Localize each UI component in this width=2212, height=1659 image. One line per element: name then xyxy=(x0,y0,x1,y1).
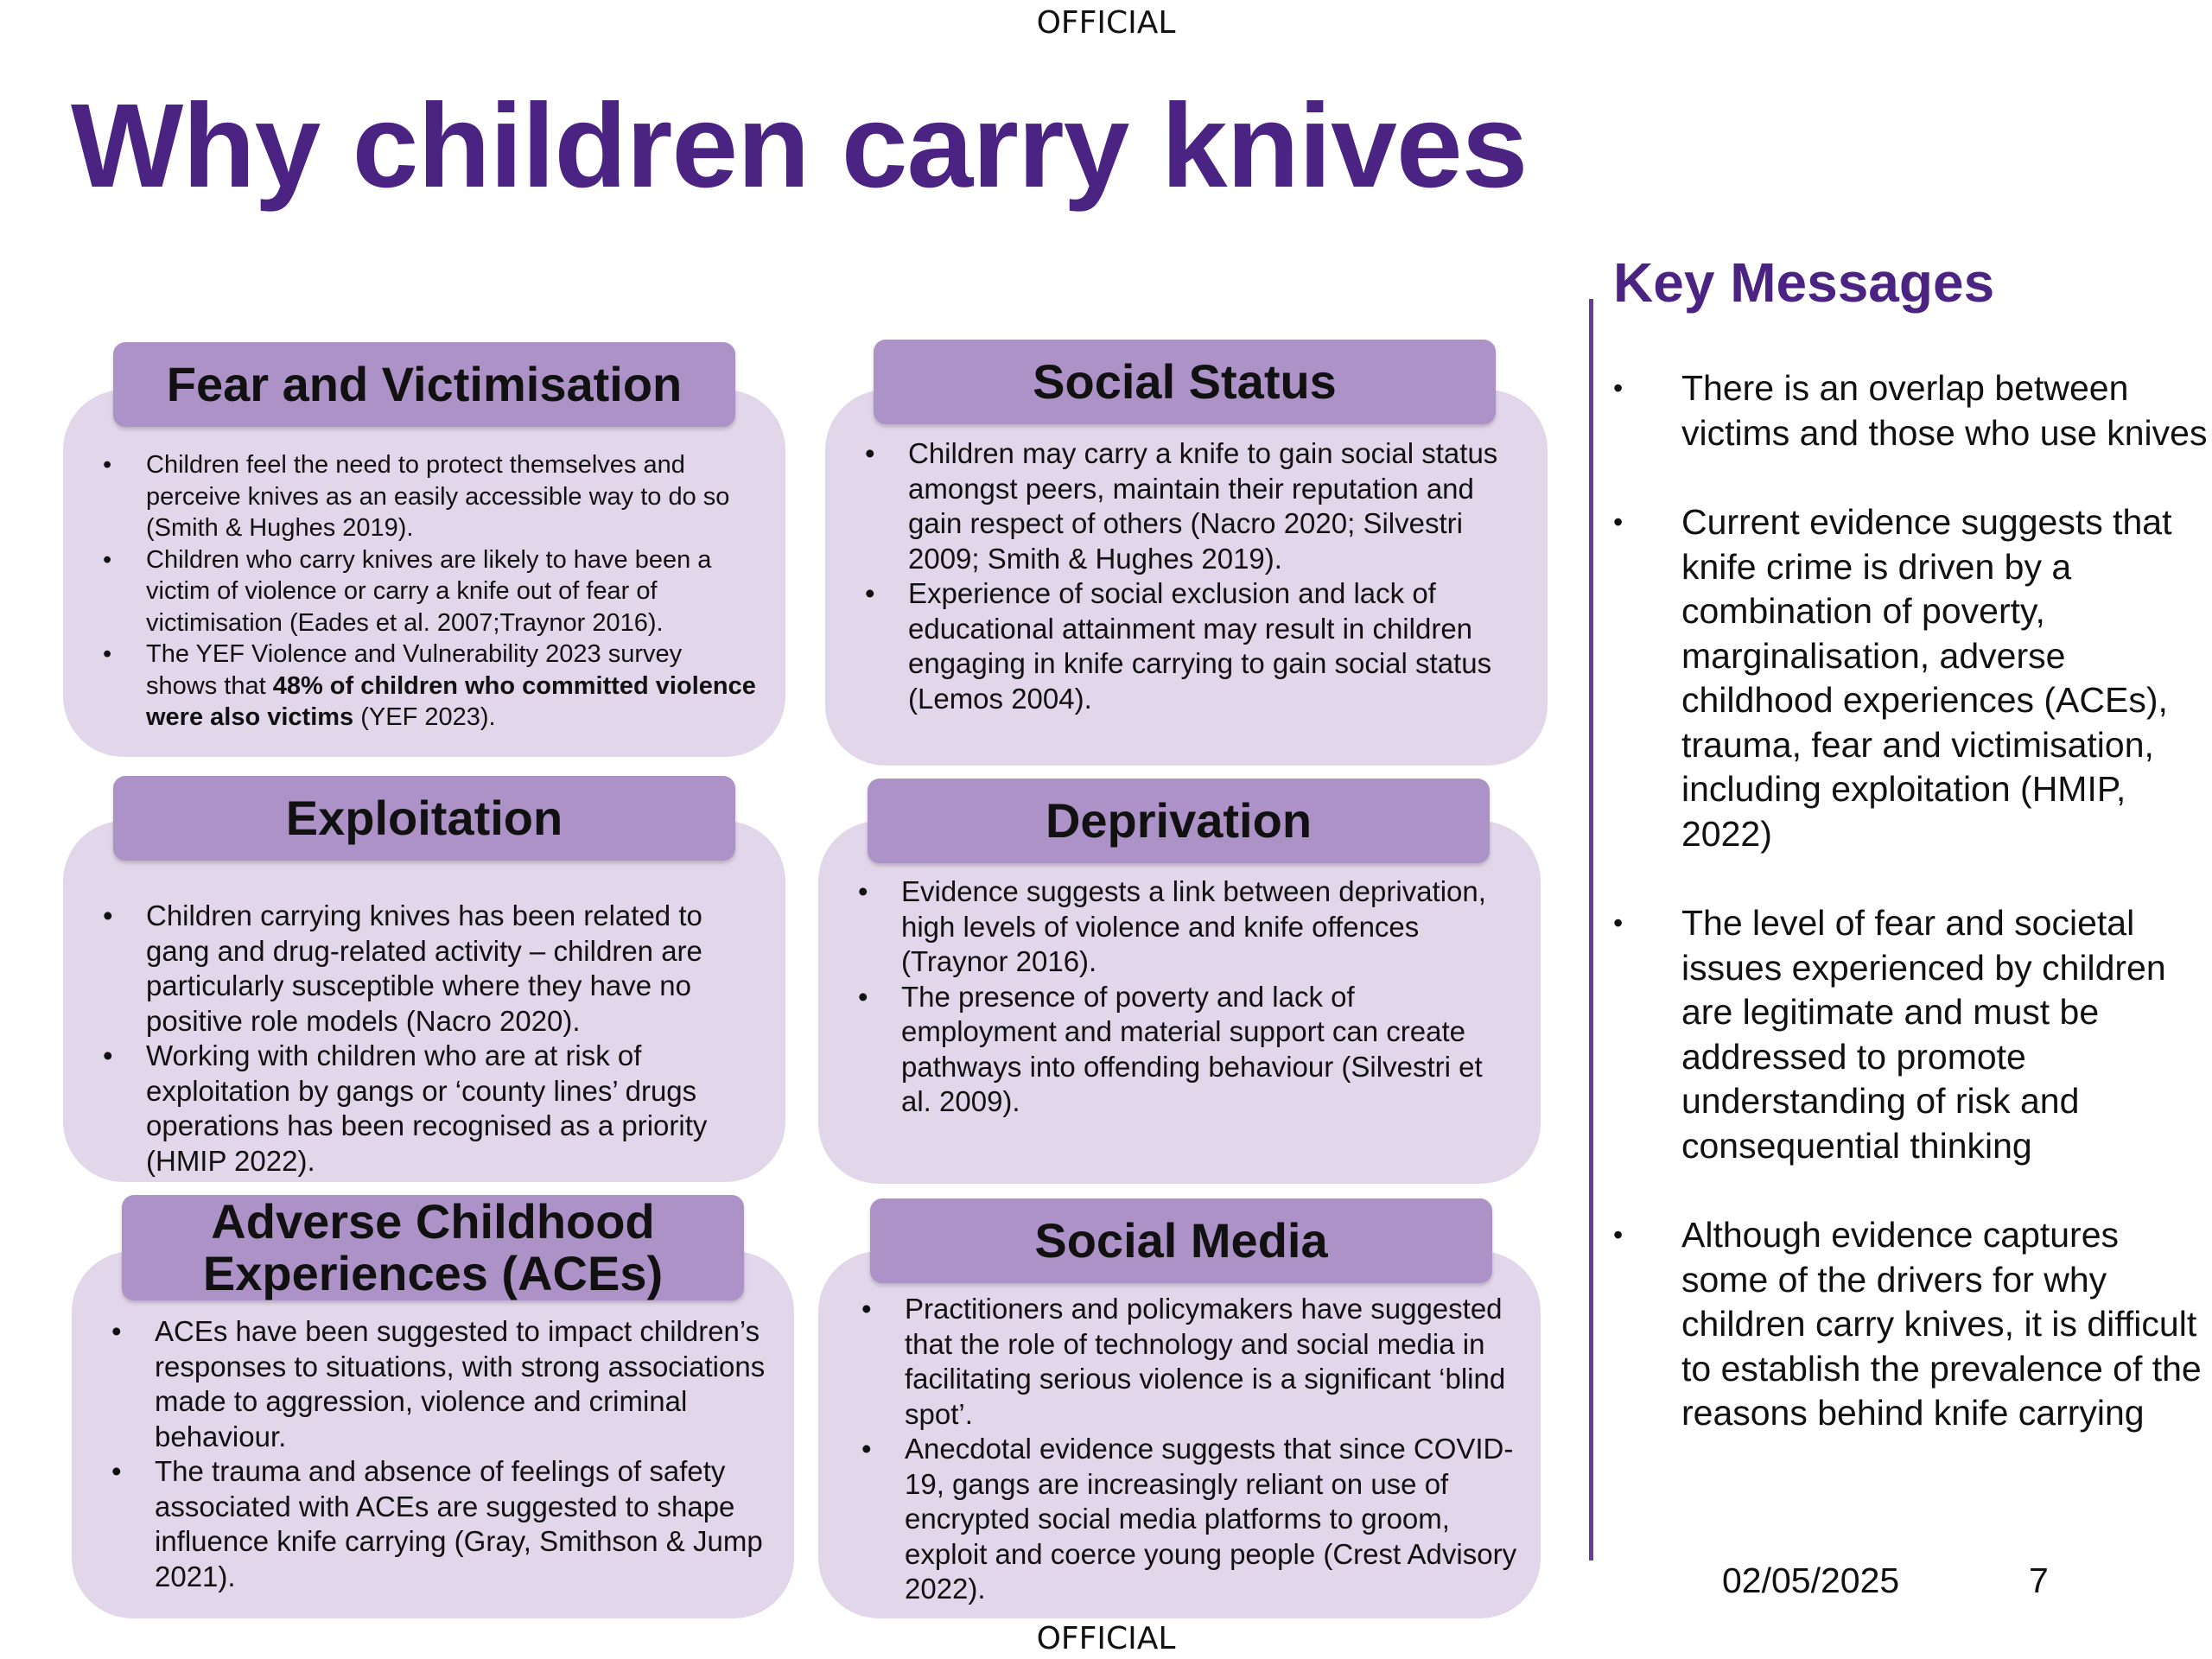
deprivation-list xyxy=(858,874,1515,1120)
aces-list xyxy=(111,1314,768,1594)
card-heading-social-media: Social Media xyxy=(870,1198,1492,1283)
key-message-item: • Although evidence captures some of the drivers for why children carry knives, it is difficult to establish the prevalence of the reasons behind knife carrying xyxy=(1613,1213,2209,1436)
classification-top: OFFICIAL xyxy=(1036,5,1176,41)
list-item: • Children feel the need to protect themselves and perceive knives as an easily accessible way to do so (Smith & Hughes 2019). xyxy=(103,449,760,544)
key-messages-list xyxy=(1613,366,2209,1481)
list-item xyxy=(103,639,760,734)
social-media-list xyxy=(861,1292,1518,1607)
footer-date: 02/05/2025 xyxy=(1722,1560,1900,1600)
card-heading-status: Social Status xyxy=(874,340,1496,424)
list-item: • Children who carry knives are likely to have been a victim of violence or carry a knife out of fear of victimisation (Eades et al. 2007;Traynor 2016). xyxy=(103,544,760,639)
list-item: • Working with children who are at risk of exploitation by gangs or ‘county lines’ drugs operations has been recognised as a priority (HMIP 2022). xyxy=(103,1039,760,1179)
key-messages-divider xyxy=(1589,299,1593,1560)
card-heading-aces xyxy=(122,1195,744,1300)
list-item: • The trauma and absence of feelings of safety associated with ACEs are suggested to shape influence knife carrying (Gray, Smithson & Jump 2021). xyxy=(111,1454,768,1594)
list-item: • Evidence suggests a link between deprivation, high levels of violence and knife offences (Traynor 2016). xyxy=(858,874,1515,980)
list-item: • Practitioners and policymakers have suggested that the role of technology and social media in facilitating serious violence is a significant ‘blind spot’. xyxy=(861,1292,1518,1432)
card-heading-line: Experiences (ACEs) xyxy=(202,1246,664,1300)
list-item: • Experience of social exclusion and lack of educational attainment may result in children engaging in knife carrying to gain social status (Lemos 2004). xyxy=(865,576,1522,716)
key-message-item: • There is an overlap between victims and those who use knives xyxy=(1613,366,2209,455)
exploitation-list xyxy=(103,899,760,1179)
list-item-text: (YEF 2023). xyxy=(353,703,496,731)
list-item: • Children carrying knives has been related to gang and drug-related activity – children are particularly susceptible where they have no positive role models (Nacro 2020). xyxy=(103,899,760,1039)
status-list xyxy=(865,436,1522,716)
list-item: • ACEs have been suggested to impact children’s responses to situations, with strong associations made to aggression, violence and criminal behaviour. xyxy=(111,1314,768,1454)
card-heading-exploitation: Exploitation xyxy=(113,776,735,861)
classification-bottom: OFFICIAL xyxy=(1036,1621,1176,1656)
key-message-item: • Current evidence suggests that knife crime is driven by a combination of poverty, marginalisation, adverse childhood experiences (ACEs), trauma, fear and victimisation, including exploitation (HMIP, 2022) xyxy=(1613,500,2209,856)
page-title: Why children carry knives xyxy=(71,79,1528,213)
list-item-text: The YEF Violence and Vulnerability 2023 survey shows that xyxy=(146,640,683,700)
list-item: • Anecdotal evidence suggests that since COVID-19, gangs are increasingly reliant on use of encrypted social media platforms to groom, exploit and coerce young people (Crest Advisory 2022). xyxy=(861,1432,1518,1607)
highlight-statistic: 48% of children who committed violence were also victims xyxy=(146,671,756,731)
list-item: • Children may carry a knife to gain social status amongst peers, maintain their reputation and gain respect of others (Nacro 2020; Silvestri 2009; Smith & Hughes 2019). xyxy=(865,436,1522,576)
card-heading-deprivation: Deprivation xyxy=(868,779,1490,863)
key-messages-heading: Key Messages xyxy=(1613,251,1995,314)
card-heading-fear: Fear and Victimisation xyxy=(113,342,735,427)
list-item: • The presence of poverty and lack of employment and material support can create pathways into offending behaviour (Silvestri et al. 2009). xyxy=(858,980,1515,1120)
fear-list xyxy=(103,449,760,734)
key-message-item: • The level of fear and societal issues experienced by children are legitimate and must be addressed to promote understanding of risk and consequential thinking xyxy=(1613,901,2209,1168)
page-number: 7 xyxy=(2029,1560,2049,1600)
card-heading-line: Adverse Childhood xyxy=(211,1193,655,1249)
